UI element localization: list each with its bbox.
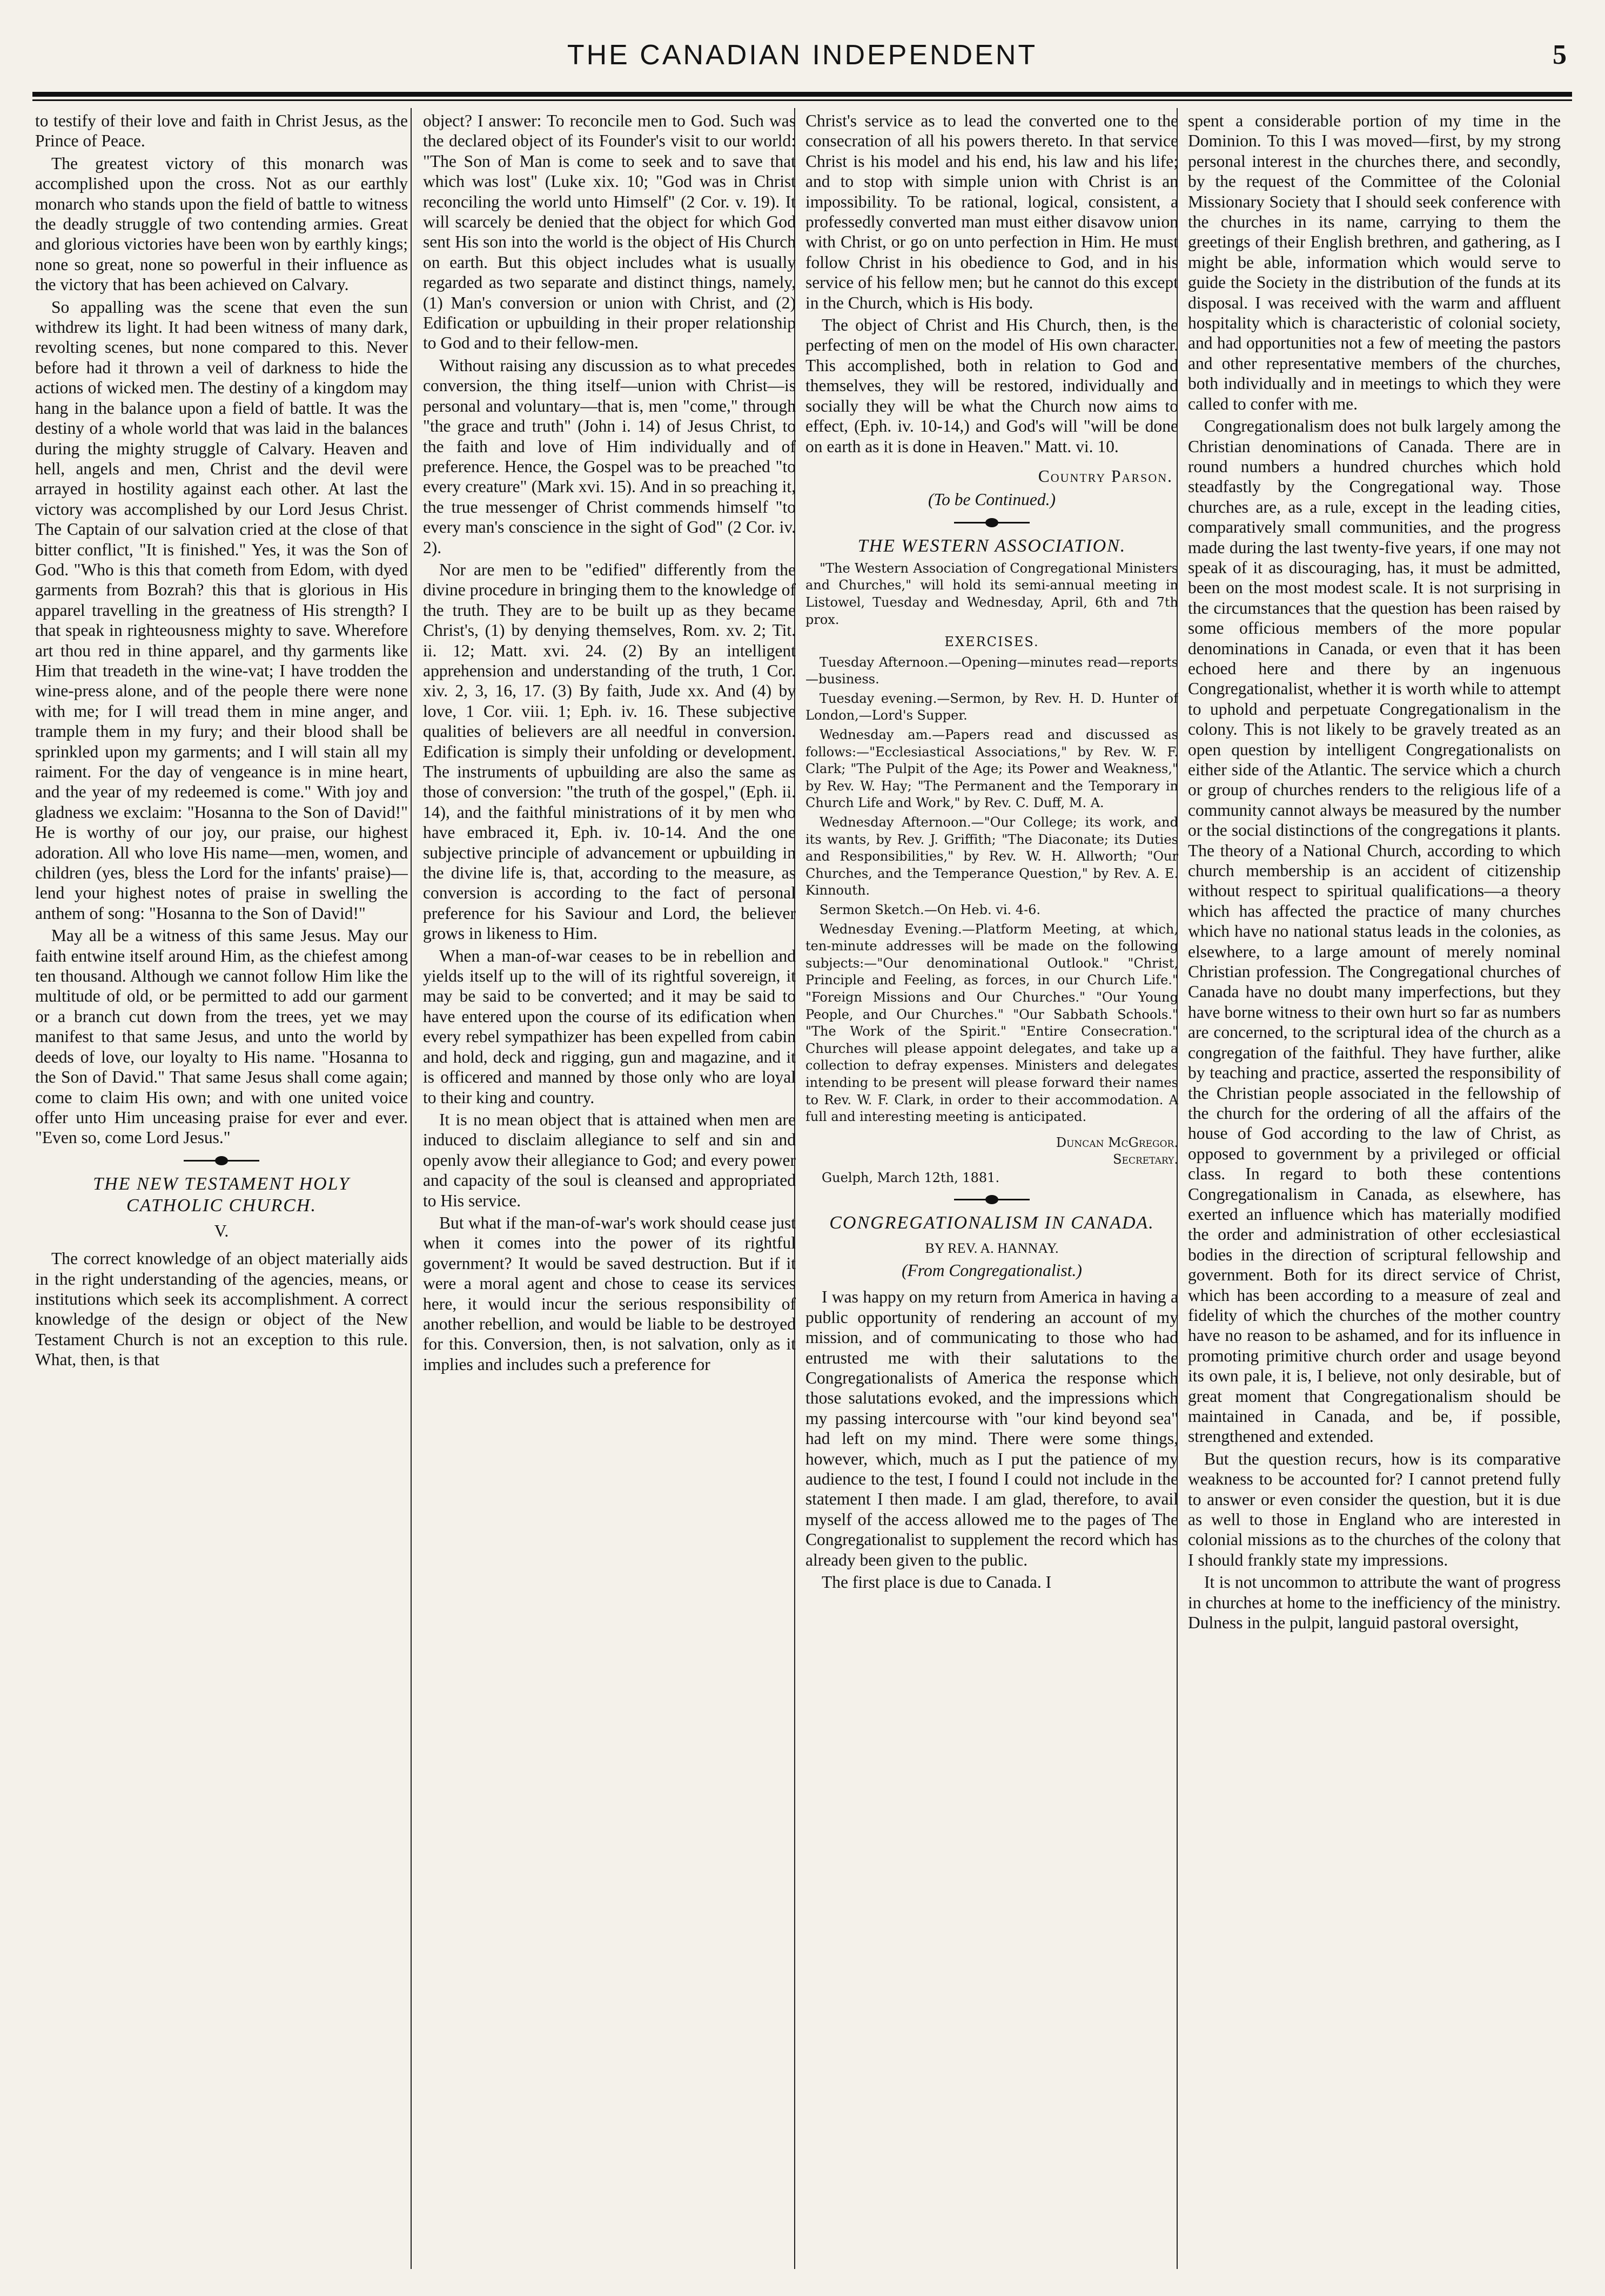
newspaper-title: THE CANADIAN INDEPENDENT [567,39,1038,71]
paragraph: It is no mean object that is attained when men are induced to disclaim allegiance to self and sin and openly avow their allegiance to God; and every power and capacity of the soul is cleansed and appropriated to His service. [423,1110,796,1210]
paragraph: object? I answer: To reconcile men to God. Such was the declared object of its Founder's visit to our world: "The Son of Man is come to seek and to save that which was lost" (Luke xix. 10; "God was in Christ reconciling the world unto Himself" (2 Cor. v. 19). It will scarcely be denied that the object for which God sent His son into the world is the object of His Church on earth. But this object includes what is usually regarded as two separate and distinct things, namely, (1) Man's conversion or union with Christ, and (2) Edification or upbuilding in their proper relationship to God and to their fellow-men. [423,111,796,353]
article-heading: THE NEW TESTAMENT HOLY CATHOLIC CHURCH. [93,1173,350,1216]
notice-item: Wednesday am.—Papers read and discussed as follows:—"Ecclesiastical Associations," by Rev. W. F. Clark; "The Pulpit of the Age; its Power and Weakness," by Rev. W. Hay; "The Permanent and the Temporary in Church Life and Work," by Rev. C. Duff, M. A. [805,727,1178,811]
paragraph: The greatest victory of this monarch was accomplished upon the cross. Not as our earthly monarch who stands upon the field of battle to witness the deadly struggle of two contending armies. Great and glorious victories have been won by earthly kings; none so great, none so powerful in their influence as the victory that has been achieved on Calvary. [35,153,408,294]
byline: BY REV. A. HANNAY. [925,1240,1059,1256]
notice-item: Tuesday evening.—Sermon, by Rev. H. D. Hunter of London,—Lord's Supper. [805,690,1178,723]
secretary-name: Duncan McGregor. [1056,1134,1178,1150]
paragraph: Christ's service as to lead the converted one to the consecration of all his powers thereto. In that service Christ is his model and his end, his law and his life; and to stop with simple union with Christ is an impossibility. To be rational, logical, consistent, a professedly converted man must either disavow union with Christ, or go on unto perfection in Him. He must follow Christ in his obedience to God, and in his service of his fellow men; but he cannot do this except in the Church, which is His body. [805,111,1178,312]
masthead [32,32,1572,92]
paragraph: May all be a witness of this same Jesus. May our faith entwine itself around Him, as the chiefest among ten thousand. Although we cannot follow Him like the multitude of old, or be permitted to add our garment or a branch cut down from the trees, yet we may manifest to that same Jesus, and unto the world by deeds of love, our loyalty to His name. "Hosanna to the Son of David." That same Jesus shall come again; come to claim His own; and with one united voice offer unto Him unceasing praise for ever and ever. "Even so, come Lord Jesus." [35,926,408,1147]
paragraph: The first place is due to Canada. I [822,1573,1052,1592]
continued-note: (To be Continued.) [928,490,1056,509]
column-3 [805,111,1178,2266]
notice-paragraph: "The Western Association of Congregational Ministers and Churches," will hold its semi-annual meeting in Listowel, Tuesday and Wednesday, April, 6th and 7th prox. [805,560,1178,627]
paragraph: But the question recurs, how is its comparative weakness to be accounted for? I cannot pretend fully to answer or even consider the question, but it is due as well to those in England who are interested in colonial missions as to the churches of the colony that I should frankly state my impressions. [1188,1449,1561,1569]
masthead-rule-thin [32,99,1572,101]
paragraph: The object of Christ and His Church, then, is the perfecting of men on the model of His own character. This accomplished, both in relation to God and themselves, they will be restored, individually and socially they will be what the Church now aims to effect, (Eph. iv. 10-14,) and God's will "will be done on earth as it is done in Heaven." Matt. vi. 10. [805,315,1178,456]
paragraph: I was happy on my return from America in having a public opportunity of rendering an account of my mission, and of communicating to those who had entrusted me with their salutations to the Congregationalists of America the response which those salutations evoked, and the impressions which my passing intercourse with "our kind beyond sea" had left on my mind. There were some things, however, which, much as I put the patience of my audience to the test, I found I could not include in the statement I then made. I am glad, therefore, to avail myself of the access allowed me to the pages of The Congregationalist to supplement the record which has already been given to the public. [805,1287,1178,1569]
paragraph: It is not uncommon to attribute the want of progress in churches at home to the inefficiency of the ministry. Dulness in the pulpit, languid pastoral oversight, [1188,1573,1561,1633]
article-heading: THE WESTERN ASSOCIATION. [857,535,1126,556]
paragraph: When a man-of-war ceases to be in rebellion and yields itself up to the will of its rightful sovereign, it may be said to be converted; and it may be said to have entered upon the course of its edification when every rebel sympathizer has been expelled from cabin and hold, deck and rigging, gun and magazine, and it is officered and manned by those only who are loyal to their king and country. [423,946,796,1107]
masthead-rule-thick [32,92,1572,97]
column-1 [35,111,408,2266]
paragraph: The correct knowledge of an object materially aids in the right understanding of the agencies, means, or institutions which seek its accomplishment. A correct knowledge of the design or object of the New Testament Church is not an exception to this rule. What, then, is that [35,1249,408,1369]
notice-item: Wednesday Afternoon.—"Our College; its work, and its wants, by Rev. J. Griffith; "The Diaconate; its Duties and Responsibilities," by Rev. W. H. Allworth; "Our Churches, and the Temperance Question," by Rev. A. E. Kinnouth. [805,815,1178,898]
column-2 [423,111,796,2266]
paragraph: Without raising any discussion as to what precedes conversion, the thing itself—union with Christ—is personal and voluntary—that is, men "come," through "the grace and truth" (John i. 14) of Jesus Christ, to the faith and love of Him individually and of preference. Hence, the Gospel was to be preached "to every creature" (Mark xvi. 15). And in so preaching it, the true messenger of Christ commends himself "to every man's conscience in the sight of God" (2 Cor. iv. 2). [423,355,796,557]
part-number: V. [214,1221,229,1240]
column-divider [411,108,412,2269]
page-number: 5 [1553,39,1567,70]
article-heading: CONGREGATIONALISM IN CANADA. [829,1212,1154,1233]
dateline: Guelph, March 12th, 1881. [822,1170,1000,1185]
section-divider [954,522,1030,523]
paragraph: So appalling was the scene that even the sun withdrew its light. It had been witness of many dark, revolting scenes, but none compared to this. Never before had it thrown a veil of darkness to hide the actions of wicked men. The destiny of a kingdom may hang in the balance upon a field of battle. It was the destiny of a whole world that was laid in the balances during the mighty struggle of Calvary. Heaven and hell, angels and men, Christ and the devil were arrayed in hostility against each other. At last the victory was accomplished by our Lord Jesus Christ. The Captain of our salvation cried at the close of that bitter conflict, "It is finished." Yes, it was the Son of God. "Who is this that cometh from Edom, with dyed garments from Bozrah? this that is glorious in His apparel travelling in the greatness of His strength? I that speak in righteousness mighty to save. Wherefore art thou red in thine apparel, and thy garments like Him that treadeth in the wine-vat; I have trodden the wine-press alone, and of the people there were none with me; for I will tread them in mine anger, and trample them in my fury; and their blood shall be sprinkled upon my garments; and I will stain all my raiment. For the day of vengeance is in mine heart, and the year of my redeemed is come." With joy and gladness we exclaim: "Hosanna to the Son of David!" He is worthy of our joy, our praise, our highest adoration. All who love His name—men, women, and children (yes, bless the Lord for the infants' praise)—lend your highest notes of praise in swelling the anthem of song: "Hosanna to the Son of David!" [35,297,408,923]
author-signature: Country Parson. [1038,466,1173,486]
notice-item: Sermon Sketch.—On Heb. vi. 4-6. [820,902,1041,917]
secretary-title: Secretary. [1113,1152,1178,1167]
association-notice [805,560,1178,1187]
notice-item: Tuesday Afternoon.—Opening—minutes read—reports—business. [805,654,1178,687]
source-note: (From Congregationalist.) [902,1260,1082,1280]
paragraph: to testify of their love and faith in Christ Jesus, as the Prince of Peace. [35,111,408,151]
section-divider [954,1199,1030,1200]
column-4 [1188,111,1561,2266]
notice-item: Wednesday Evening.—Platform Meeting, at which, ten-minute addresses will be made on the following subjects:—"Our denominational Outlook." "Christ, Principle and Feeling, as forces, in our Church Life." "Foreign Missions and Our Churches." "Our Young People, and Our Churches." "Our Sabbath Schools." "The Work of the Spirit." "Entire Consecration." Churches will please appoint delegates, and take up a collection to defray expenses. Ministers and delegates intending to be present will please forward their names to Rev. W. F. Clark, in order to their accommodation. A full and interesting meeting is anticipated. [805,921,1178,1125]
secretary-signature [805,1134,1178,1169]
paragraph: But what if the man-of-war's work should cease just when it comes into the power of its rightful government? It would be saved destruction. But if it were a moral agent and chose to cease its services here, it would incur the serious responsibility of another rebellion, and would be liable to be destroyed for this. Conversion, then, is not salvation, only as it implies and includes such a preference for [423,1213,796,1374]
section-divider [184,1160,259,1162]
paragraph: spent a considerable portion of my time in the Dominion. To this I was moved—first, by my strong personal interest in the churches there, and secondly, by the request of the Committee of the Colonial Missionary Society that I should seek conference with the churches in its name, carrying to them the greetings of their English brethren, and gathering, as I might be able, information which would serve to guide the Society in the distribution of the funds at its disposal. I was received with the warm and affluent hospitality which is characteristic of colonial society, and had opportunities not a few of meeting the pastors and other representative members of the churches, both individually and in meetings to which they were called to confer with me. [1188,111,1561,413]
exercises-label: EXERCISES. [944,634,1039,650]
paragraph: Congregationalism does not bulk largely among the Christian denominations of Canada. There are in round numbers a hundred churches which hold steadfastly by the Congregational way. Those churches are, as a rule, except in the leading cities, comparatively small communities, and the progress made during the last twenty-five years, if one may not speak of it as discouraging, has, it must be admitted, been on the most modest scale. It is not surprising in the circumstances that the question has been raised by some officious members of the more popular denominations in Canada, or even that it has been echoed here and there by an ingenuous Congregationalist, whether it is worth while to attempt to uphold and perpetuate Congregationalism in the colony. This is not likely to be gravely treated as an open question by intelligent Congregationalists on either side of the Atlantic. The service which a church or group of churches renders to the religious life of a community cannot always be measured by the number or the social distinctions of the congregations it plants. The theory of a National Church, according to which church membership is an accident of citizenship without respect to spiritual qualifications—a theory which has affected the practice of many churches which have no national status leads in the colonies, as elsewhere, to a large amount of merely nominal Christian profession. The Congregational churches of Canada have no doubt many imperfections, but they have borne witness to their own hurt so far as numbers are concerned, to the scriptural idea of the church as a congregation of the faithful. They have further, alike by teaching and practice, asserted the responsibility of the Christian people associated in the fellowship of the church for the ordering of all the affairs of the house of God according to the law of Christ, as opposed to government by a privileged or official class. In regard to both these contentions Congregationalism in Canada, as elsewhere, has exerted an influence which has materially modified the order and administration of other ecclesiastical bodies in the direction of scriptural fellowship and government. Both for its direct service of Christ, which has been according to a measure of zeal and fidelity of which the churches of the mother country have no reason to be ashamed, and for its influence in promoting primitive church order and usage beyond its own pale, it is, I believe, not only desirable, but of great moment that Congregationalism should be maintained in Canada, and be, if possible, strengthened and extended. [1188,417,1561,1446]
paragraph: Nor are men to be "edified" differently from the divine procedure in bringing them to the knowledge of the truth. They are to be built up as they became Christ's, (1) by denying themselves, Rom. xv. 2; Tit. ii. 12; Matt. xvi. 24. (2) By an intelligent apprehension and understanding of the truth, 1 Cor. xiv. 2, 3, 16, 17. (3) By faith, Jude xx. And (4) by love, 1 Cor. viii. 1; Eph. iv. 16. These subjective qualities of believers are all needful in conversion. Edification is simply their unfolding or development. The instruments of upbuilding are also the same as those of conversion: "the truth of the gospel," (Eph. ii. 14), and the faithful ministrations of it by men who have embraced it, Eph. iv. 10-14. And the one subjective principle of advancement or upbuilding in the divine life is, that, according to the measure, as conversion is according to the fact of personal preference for his Saviour and Lord, the believer grows in likeness to Him. [423,560,796,943]
